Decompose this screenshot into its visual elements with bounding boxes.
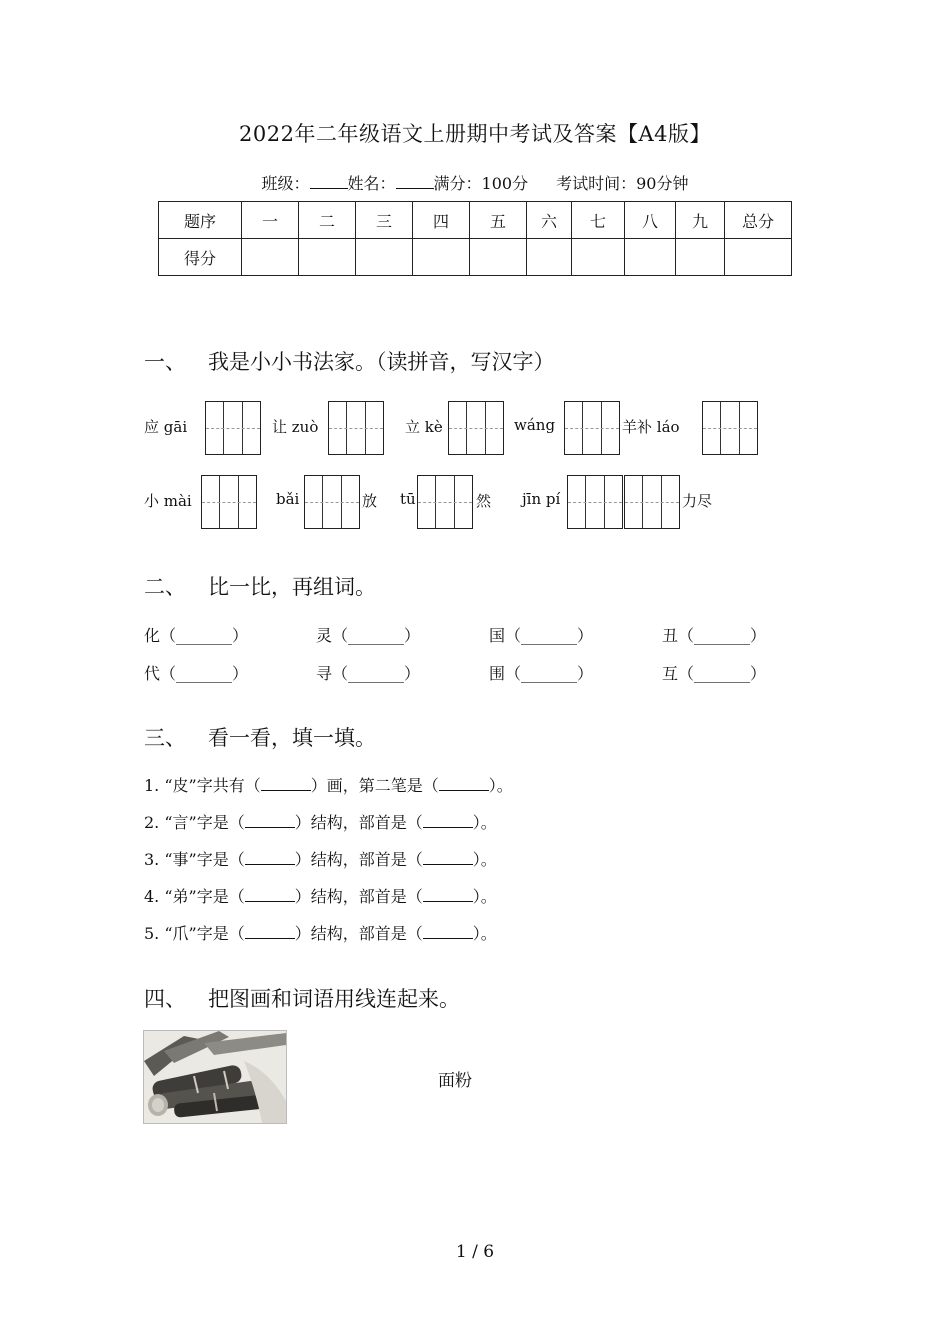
compare-item[interactable]: 丑（_______） (662, 626, 767, 645)
question-text: ）。 (472, 887, 497, 906)
answer-blank[interactable] (423, 887, 473, 902)
score-cell[interactable] (572, 239, 625, 276)
writing-grid[interactable] (417, 475, 473, 529)
question-text: ）画，第二笔是（ (310, 776, 439, 795)
question-text: “弟”字是（ (164, 887, 245, 906)
answer-blank[interactable] (423, 813, 473, 828)
table-cell: 得分 (159, 239, 242, 276)
answer-blank[interactable] (245, 887, 295, 902)
score-cell[interactable] (625, 239, 676, 276)
table-cell: 四 (413, 202, 470, 239)
score-cell[interactable] (470, 239, 527, 276)
score-table-score-row (159, 239, 792, 276)
table-cell: 五 (470, 202, 527, 239)
match-word[interactable]: 面粉 (438, 1071, 472, 1091)
score-table (158, 201, 792, 276)
name-label: 姓名： (347, 174, 396, 193)
fill-question (144, 773, 513, 796)
fill-question (144, 847, 497, 870)
class-label: 班级： (261, 174, 310, 193)
table-cell: 二 (299, 202, 356, 239)
answer-blank[interactable] (245, 813, 295, 828)
page-number: 1 / 6 (455, 1242, 495, 1262)
question-text: “事”字是（ (164, 850, 245, 869)
fill-question (144, 884, 497, 907)
writing-grid[interactable] (702, 401, 758, 455)
text-label: 然 (476, 492, 492, 510)
score-cell[interactable] (527, 239, 572, 276)
class-blank (310, 174, 348, 189)
table-cell: 三 (356, 202, 413, 239)
question-text: ）。 (472, 850, 497, 869)
score-table-header-row (159, 202, 792, 239)
table-cell: 题序 (159, 202, 242, 239)
compare-item[interactable]: 国（_______） (489, 626, 594, 645)
writing-grid[interactable] (205, 401, 261, 455)
table-cell: 总分 (725, 202, 792, 239)
compare-item[interactable]: 代（_______） (144, 664, 249, 683)
section-number: 一、 (144, 350, 186, 374)
writing-grid[interactable] (564, 401, 620, 455)
pinyin-label: 立 kè (405, 418, 443, 436)
table-cell: 八 (625, 202, 676, 239)
compare-item[interactable]: 化（_______） (144, 626, 249, 645)
pinyin-label: 羊补 láo (622, 418, 680, 436)
pinyin-label: wáng (514, 416, 556, 434)
question-number: 1. (144, 776, 160, 795)
question-text: ）结构，部首是（ (294, 813, 423, 832)
section-title: 比一比，再组词。 (208, 575, 376, 599)
score-cell[interactable] (299, 239, 356, 276)
question-text: ）。 (472, 813, 497, 832)
answer-blank[interactable] (261, 776, 311, 791)
score-cell[interactable] (413, 239, 470, 276)
question-text: “皮”字共有（ (164, 776, 261, 795)
pinyin-label: tū (400, 490, 416, 508)
compare-item[interactable]: 互（_______） (662, 664, 767, 683)
section-number: 二、 (144, 575, 186, 599)
answer-blank[interactable] (423, 924, 473, 939)
question-text: ）结构，部首是（ (294, 924, 423, 943)
pinyin-label: 应 gāi (144, 418, 188, 436)
section-number: 三、 (144, 726, 186, 750)
pinyin-label: bǎi (276, 490, 300, 508)
section-number: 四、 (144, 987, 186, 1011)
table-cell: 七 (572, 202, 625, 239)
question-text: ）。 (488, 776, 513, 795)
writing-grid[interactable] (567, 475, 623, 529)
compare-item[interactable]: 灵（_______） (316, 626, 421, 645)
full-score: 满分：100分 (433, 174, 529, 193)
question-text: ）。 (472, 924, 497, 943)
text-label: 力尽 (682, 492, 713, 510)
question-number: 3. (144, 850, 160, 869)
fill-question (144, 810, 497, 833)
writing-grid[interactable] (624, 475, 680, 529)
answer-blank[interactable] (245, 924, 295, 939)
section-title: 看一看，填一填。 (208, 726, 376, 750)
pinyin-label: 小 mài (144, 492, 192, 510)
answer-blank[interactable] (423, 850, 473, 865)
compare-item[interactable]: 寻（_______） (316, 664, 421, 683)
question-number: 2. (144, 813, 160, 832)
exam-time: 考试时间：90分钟 (556, 174, 689, 193)
section-heading (144, 571, 376, 601)
text-label: 放 (362, 492, 378, 510)
section-heading (144, 722, 376, 752)
score-cell[interactable] (676, 239, 725, 276)
table-cell: 一 (242, 202, 299, 239)
sugarcane-image (143, 1030, 287, 1124)
fill-question (144, 921, 497, 944)
table-cell: 九 (676, 202, 725, 239)
question-number: 4. (144, 887, 160, 906)
section-heading (144, 983, 460, 1013)
header-info (0, 171, 950, 194)
question-text: “言”字是（ (164, 813, 245, 832)
writing-grid[interactable] (328, 401, 384, 455)
document-title: 2022年二年级语文上册期中考试及答案【A4版】 (239, 122, 711, 146)
answer-blank[interactable] (245, 850, 295, 865)
score-cell[interactable] (356, 239, 413, 276)
compare-item[interactable]: 围（_______） (489, 664, 594, 683)
question-text: ）结构，部首是（ (294, 850, 423, 869)
writing-grid[interactable] (304, 475, 360, 529)
score-cell[interactable] (242, 239, 299, 276)
score-cell[interactable] (725, 239, 792, 276)
writing-grid[interactable] (448, 401, 504, 455)
question-number: 5. (144, 924, 160, 943)
section-title: 我是小小书法家。（读拼音，写汉字） (208, 350, 555, 374)
section-title: 把图画和词语用线连起来。 (208, 987, 460, 1011)
answer-blank[interactable] (439, 776, 489, 791)
writing-grid[interactable] (201, 475, 257, 529)
pinyin-label: jīn pí (522, 490, 561, 508)
name-blank (396, 174, 434, 189)
pinyin-label: 让 zuò (272, 418, 319, 436)
question-text: ）结构，部首是（ (294, 887, 423, 906)
table-cell: 六 (527, 202, 572, 239)
section-heading (144, 346, 555, 376)
question-text: “爪”字是（ (164, 924, 245, 943)
